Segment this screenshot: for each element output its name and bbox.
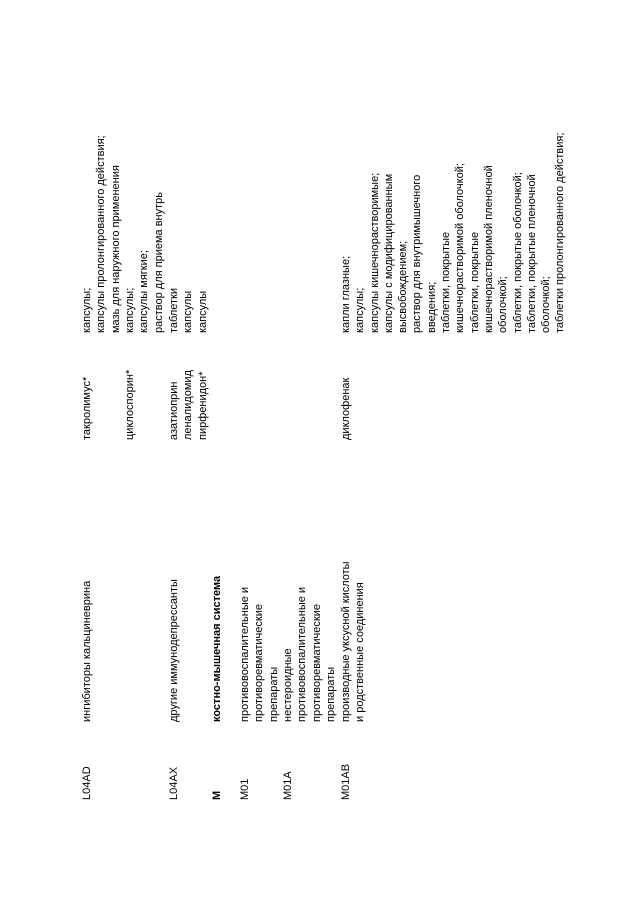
anatomical-group: другие иммунодепрессанты: [168, 579, 180, 722]
atc-code: M01A: [282, 771, 294, 800]
drug-name: азатиоприн леналидомид пирфенидон*: [168, 370, 209, 440]
dosage-forms: капсулы; капсулы пролонгированного действия; мазь для наружного применения: [81, 135, 122, 333]
atc-code: M: [211, 790, 223, 800]
anatomical-group: нестероидные противовоспалительные и противоревматические препараты: [282, 586, 337, 722]
anatomical-group: костно-мышечная система: [211, 575, 223, 722]
anatomical-group: производные уксусной кислоты и родственные соединения: [340, 561, 367, 722]
atc-code: M01AB: [340, 763, 352, 800]
drug-name: диклофенак: [340, 377, 352, 440]
atc-code: L04AX: [168, 766, 180, 800]
atc-code: M01: [239, 778, 251, 800]
anatomical-group: противовоспалительные и противоревматические препараты: [239, 586, 280, 722]
dosage-forms: капли глазные; капсулы; капсулы кишечнорастворимые; капсулы с модифицированным высвобождением; раствор для внутримышечного введения; таблетки, покрытые кишечнорастворимой оболочкой; таблетки, покрытые кишечнорастворимой пленочной оболочкой; таблетки, покрытые оболочкой; таблетки, покрытые пленочной оболочкой; таблетки пролонгированного действия;: [340, 132, 567, 333]
dosage-forms: таблетки капсулы капсулы: [168, 287, 209, 333]
dosage-forms: капсулы; капсулы мягкие; раствор для приема внутрь: [124, 191, 165, 333]
atc-code: L04AD: [81, 766, 93, 800]
anatomical-group: ингибиторы кальциневрина: [81, 580, 93, 722]
drug-name: такролимус*: [81, 376, 93, 440]
drug-name: циклоспорин*: [124, 369, 136, 440]
